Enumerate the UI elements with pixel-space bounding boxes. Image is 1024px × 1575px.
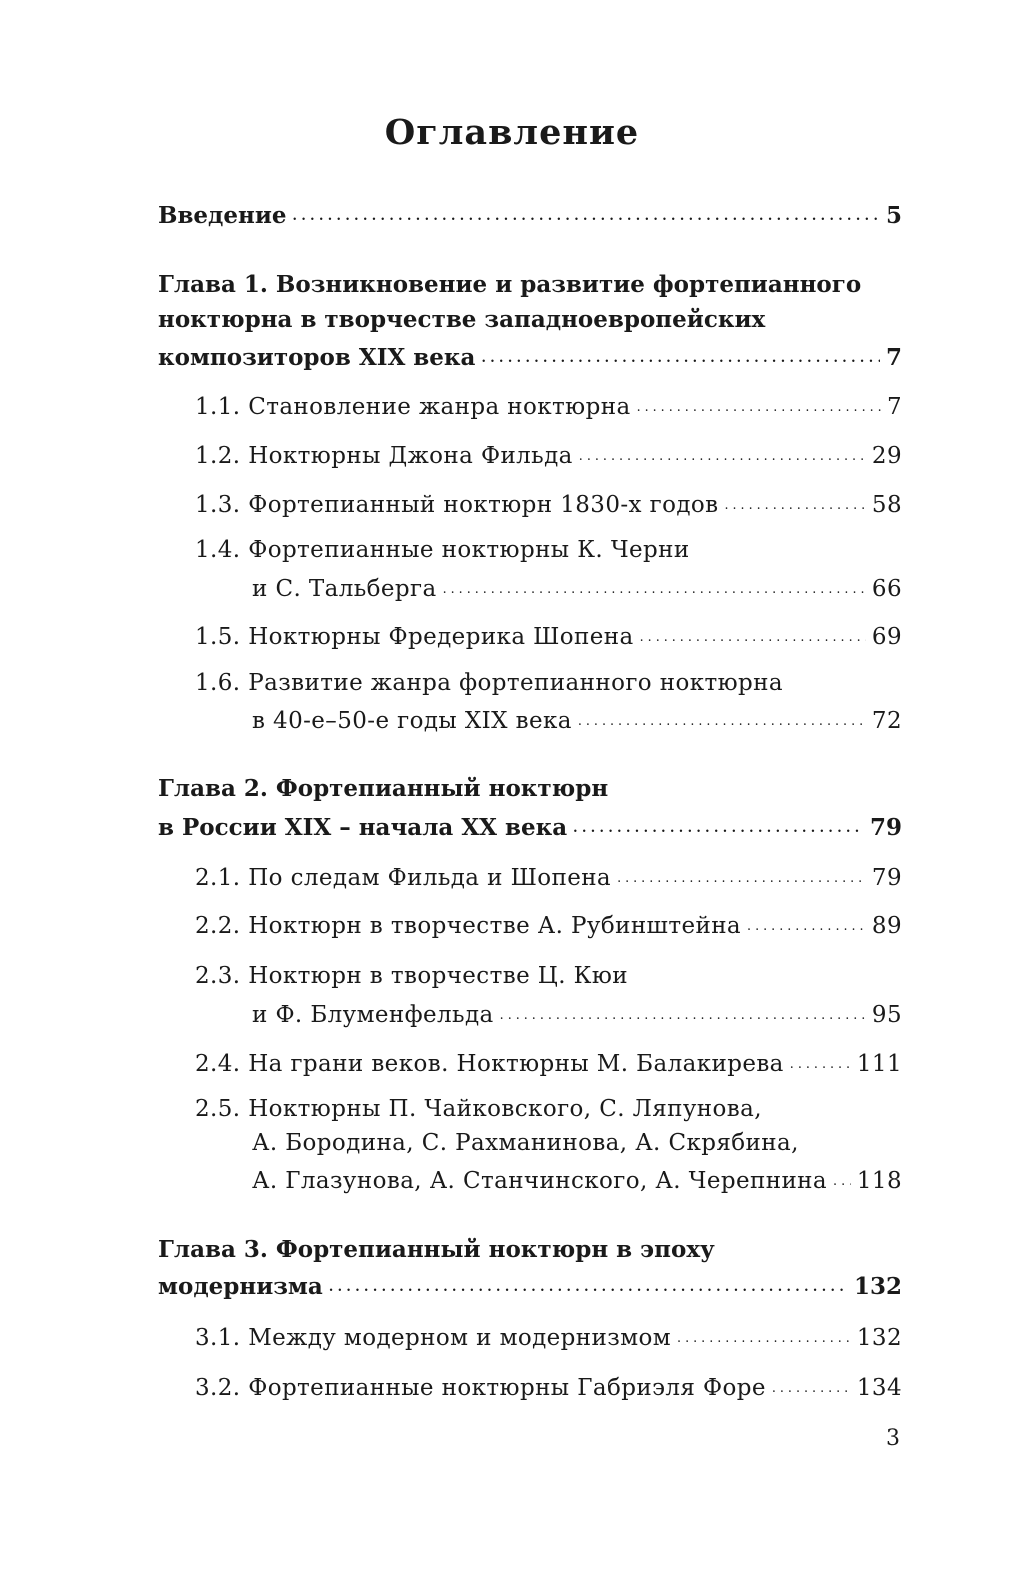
dot-leader (500, 997, 866, 1022)
toc-entry-title-line: ноктюрна в творчестве западноевропейских (158, 306, 766, 333)
toc-entry-title-line: Глава 3. Фортепианный ноктюрн в эпоху (158, 1236, 715, 1263)
toc-entry-title-line: 3.2. Фортепианные ноктюрны Габриэля Форе (195, 1375, 766, 1402)
toc-entry-title-line: композиторов XIX века (158, 344, 476, 372)
toc-entry-title-line: Глава 2. Фортепианный ноктюрн (158, 775, 609, 802)
toc-entry-title-line: 3.1. Между модерном и модернизмом (195, 1325, 672, 1352)
toc-entry-page: 58 (871, 492, 902, 519)
toc-entry-title-line: в России XIX – начала XX века (158, 814, 568, 842)
toc-entry-title-line: 2.4. На грани веков. Ноктюрны М. Балакирева (195, 1051, 784, 1078)
page-number: 3 (886, 1426, 900, 1451)
toc-entry-page: 5 (885, 202, 902, 230)
dot-leader (293, 198, 880, 223)
toc-entry-page: 29 (871, 443, 902, 470)
toc-entry-title-line: и С. Тальберга (252, 576, 437, 603)
toc-entry-page: 7 (885, 344, 902, 372)
toc-entry-page: 72 (871, 708, 902, 735)
toc-entry-title-line: 2.1. По следам Фильда и Шопена (195, 865, 612, 892)
toc-entry-title-line: 1.3. Фортепианный ноктюрн 1830-х годов (195, 492, 719, 519)
toc-entry-title-line: 1.5. Ноктюрны Фредерика Шопена (195, 624, 634, 651)
dot-leader (640, 619, 866, 644)
toc-entry-page: 134 (856, 1375, 902, 1402)
toc-entry-title-line: модернизма (158, 1273, 323, 1301)
toc-entry-page: 66 (871, 576, 902, 603)
dot-leader (790, 1046, 851, 1071)
toc-entry-page: 111 (856, 1051, 902, 1078)
dot-leader (329, 1269, 848, 1294)
toc-entry-title-line: 1.6. Развитие жанра фортепианного ноктюрна (195, 670, 783, 696)
toc-entry-title-line: и Ф. Блуменфельда (252, 1002, 494, 1029)
toc-entry-page: 118 (856, 1168, 902, 1195)
toc-entry-page: 132 (856, 1325, 902, 1352)
toc-entry-page: 132 (853, 1273, 902, 1301)
toc-entry-title-line: 1.1. Становление жанра ноктюрна (195, 394, 631, 421)
toc-entry-title-line: А. Глазунова, А. Станчинского, А. Черепнина (252, 1168, 828, 1195)
dot-leader (724, 487, 865, 512)
toc-entry-title: Введение (158, 202, 287, 230)
toc-entry-title-line: 2.5. Ноктюрны П. Чайковского, С. Ляпунова, (195, 1096, 762, 1122)
toc-entry-title-line: Глава 1. Возникновение и развитие фортепианного (158, 271, 862, 298)
toc-entry-page: 7 (886, 394, 902, 421)
toc-entry-title-line: 1.4. Фортепианные ноктюрны К. Черни (195, 537, 690, 563)
toc-entry-page: 95 (871, 1002, 902, 1029)
page-title: Оглавление (384, 112, 640, 153)
dot-leader (573, 810, 864, 835)
dot-leader (481, 340, 880, 365)
toc-entry-page: 79 (869, 814, 902, 842)
toc-entry-title-line: А. Бородина, С. Рахманинова, А. Скрябина, (252, 1130, 799, 1156)
dot-leader (833, 1163, 851, 1188)
toc-entry-title-line: в 40-е–50-е годы XIX века (252, 708, 572, 735)
dot-leader (677, 1320, 851, 1345)
dot-leader (579, 438, 866, 463)
toc-entry-page: 89 (871, 913, 902, 940)
toc-entry-title-line: 2.3. Ноктюрн в творчестве Ц. Кюи (195, 963, 629, 989)
dot-leader (637, 389, 881, 414)
dot-leader (617, 860, 866, 885)
dot-leader (772, 1370, 851, 1395)
toc-entry-page: 69 (871, 624, 902, 651)
dot-leader (578, 703, 866, 728)
toc-entry-title-line: 1.2. Ноктюрны Джона Фильда (195, 443, 573, 470)
toc-entry-title-line: 2.2. Ноктюрн в творчестве А. Рубинштейна (195, 913, 742, 940)
dot-leader (443, 571, 866, 596)
toc-entry-page: 79 (871, 865, 902, 892)
dot-leader (747, 908, 866, 933)
